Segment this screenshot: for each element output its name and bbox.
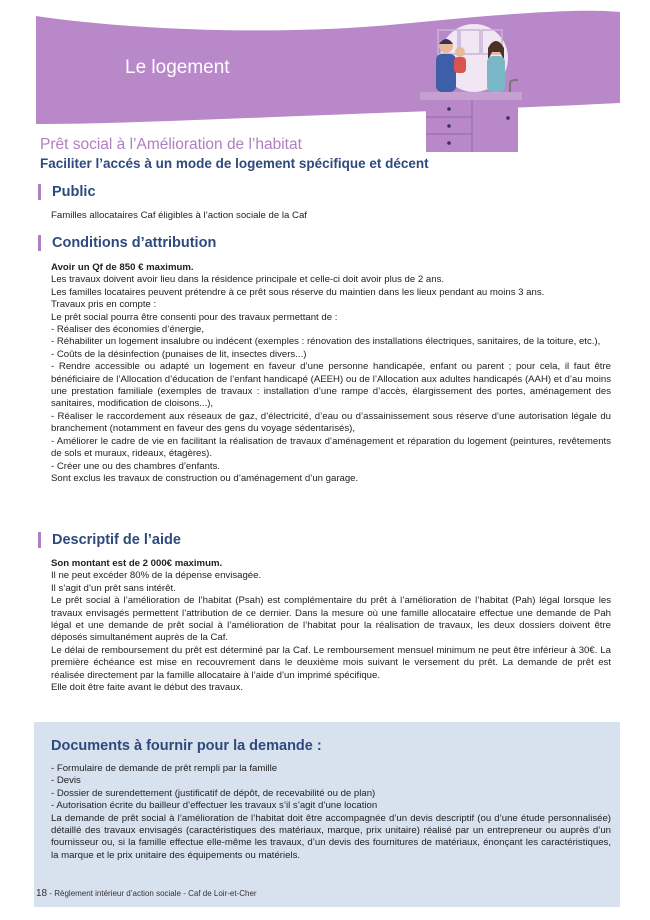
- descriptif-line: Il s’agit d’un prêt sans intérêt.: [51, 582, 176, 594]
- documents-line: - Formulaire de demande de prêt rempli par la famille: [51, 763, 278, 774]
- conditions-line: - Améliorer le cadre de vie en facilitant la réalisation de travaux d’aménagement et réparation du logement (peintures, revêtements de sols et muraux, rideaux, étagères).: [51, 435, 611, 460]
- conditions-body: [51, 262, 611, 485]
- section-descriptif: [38, 532, 181, 548]
- header-banner: [0, 0, 650, 140]
- footer-text: - Règlement intérieur d’action sociale - Caf de Loir-et-Cher: [47, 889, 257, 898]
- documents-heading: Documents à fournir pour la demande :: [51, 738, 322, 754]
- conditions-line: - Créer une ou des chambres d’enfants.: [51, 460, 221, 472]
- conditions-line: Les familles locataires peuvent prétendre à ce prêt sous réserve du maintien dans les lieux pendant au moins 3 ans.: [51, 286, 545, 298]
- conditions-line: - Coûts de la désinfection (punaises de lit, insectes divers...): [51, 348, 307, 360]
- documents-body: [51, 763, 611, 862]
- documents-line: - Dossier de surendettement (justificatif de dépôt, de recevabilité ou de plan): [51, 787, 376, 799]
- documents-line: La demande de prêt social à l’amélioration de l’habitat doit être accompagnée d’un devis descriptif (ou d’une étude personnalisée) détaillé des travaux envisagés (caractéristiques des matériaux, marque, prix unitaire) réalisé par un entrepreneur ou auprès d’un fournisseur ou, si la famille effectue elle-même les travaux, d’un devis des fournitures de matériaux, énonçant les caractéristiques, la marque et le prix unitaire des équipements ou matériels.: [51, 812, 611, 861]
- section-title: Le logement: [125, 57, 230, 78]
- family-kitchen-illustration: [416, 22, 536, 154]
- descriptif-line: Le prêt social à l’amélioration de l’habitat (Psah) est complémentaire du prêt à l’amélioration de l’habitat (Pah) légal lorsque les travaux envisagés permettent l’attribution de ce dernier. Dans la mesure où une famille allocataire effectue une demande de Pah légal et une demande de prêt social à l’amélioration de l’habitat pour la réalisation de travaux, les deux dossiers doivent être déposés simultanément auprès de la Caf.: [51, 595, 611, 644]
- section-conditions: [38, 235, 216, 251]
- conditions-lead: Avoir un Qf de 850 € maximum.: [51, 262, 194, 273]
- documents-line: - Devis: [51, 775, 81, 787]
- descriptif-line: Il ne peut excéder 80% de la dépense envisagée.: [51, 570, 262, 582]
- conditions-line: - Réhabiliter un logement insalubre ou indécent (exemples : rénovation des installations électriques, sanitaires, de la toiture, etc.),: [51, 336, 601, 348]
- public-heading: Public: [52, 184, 96, 200]
- doc-title: Prêt social à l’Amélioration de l’habitat: [40, 136, 302, 153]
- doc-subtitle: Faciliter l’accés à un mode de logement spécifique et décent: [40, 156, 429, 171]
- conditions-line: - Réaliser le raccordement aux réseaux de gaz, d’électricité, d’eau ou d’assainissement sous réserve d’une autorisation légale du branchement (notamment en faveur des gens du voyage sédentarisés),: [51, 410, 611, 435]
- descriptif-lead: Son montant est de 2 000€ maximum.: [51, 558, 223, 569]
- conditions-line: Travaux pris en compte :: [51, 299, 157, 311]
- public-text: Familles allocataires Caf éligibles à l’action sociale de la Caf: [51, 210, 307, 221]
- conditions-line: Les travaux doivent avoir lieu dans la résidence principale et celle-ci doit avoir plus de 2 ans.: [51, 274, 445, 286]
- conditions-line: - Réaliser des économies d’énergie,: [51, 324, 205, 336]
- descriptif-body: [51, 558, 611, 694]
- documents-line: - Autorisation écrite du bailleur d’effectuer les travaux s’il s’agit d’une location: [51, 800, 378, 812]
- section-public: [38, 184, 96, 200]
- conditions-line: Le prêt social pourra être consenti pour des travaux permettant de :: [51, 311, 338, 323]
- conditions-line: - Rendre accessible ou adapté un logement en faveur d’une personne handicapée, enfant ou parent ; pour cela, il faut être bénéficiaire de l’Allocation d’éducation de l’enfant handicapé (AEEH) ou de l’Allocation aux adultes handicapés (AAH) et d’au moins une prestation familiale (exemples de travaux : installation d’une rampe d’accès, élargissement des portes, aménagement des sanitaires, modification de cloisons...),: [51, 361, 611, 410]
- page-footer: [36, 888, 257, 899]
- page-number: 18: [36, 888, 48, 899]
- descriptif-line: Elle doit être faite avant le début des travaux.: [51, 682, 243, 694]
- descriptif-heading: Descriptif de l’aide: [52, 532, 181, 548]
- descriptif-line: Le délai de remboursement du prêt est déterminé par la Caf. Le remboursement mensuel minimum ne peut être inférieur à 30€. La première échéance est mise en recouvrement dans le deuxième mois suivant le versement du prêt. La demande de prêt est réalisée directement par la famille allocataire à l’aide d’un imprimé spécifique.: [51, 644, 611, 681]
- public-body: [51, 210, 611, 222]
- conditions-heading: Conditions d’attribution: [52, 235, 217, 251]
- conditions-line: Sont exclus les travaux de construction ou d’aménagement d’un garage.: [51, 472, 359, 484]
